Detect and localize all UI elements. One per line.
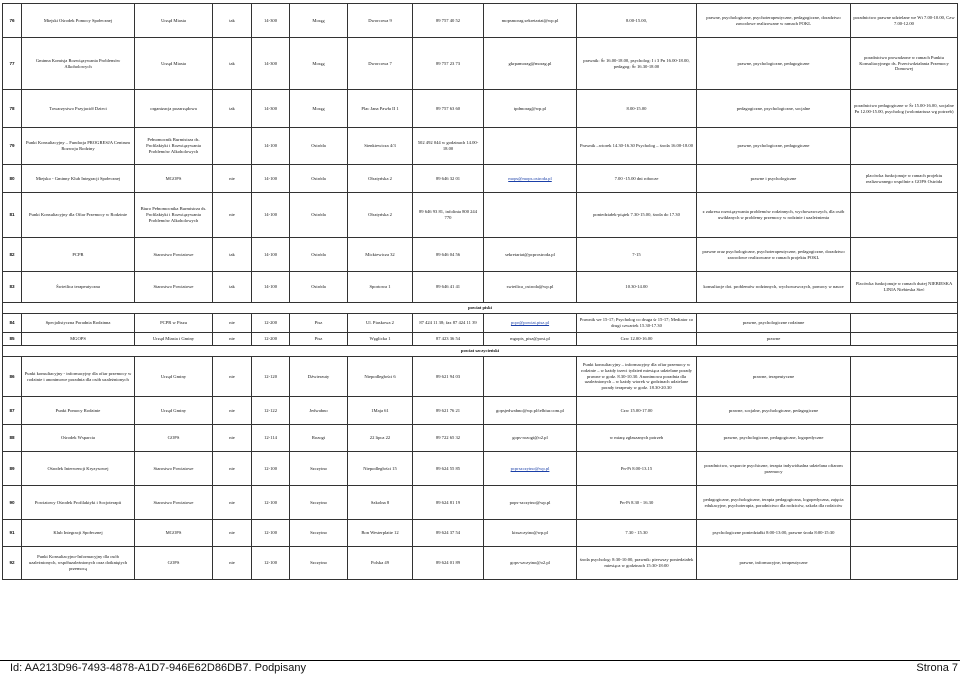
founding-organ-cell: Urząd Miasta [135, 4, 213, 38]
institution-name-cell: PCPR [22, 238, 135, 272]
founding-organ-cell: Biuro Pełnomocnika Burmistrza ds. Profilaktyki i Rozwiązywania Problemów Alkoholowych [135, 193, 213, 238]
row-number-cell: 80 [3, 165, 22, 193]
address-cell: Olsztyńska 2 [348, 165, 413, 193]
row-number-cell: 78 [3, 90, 22, 128]
phone-cell: 89 621 94 03 [413, 357, 484, 397]
row-number-cell: 83 [3, 272, 22, 303]
advice-scope-cell: poradnictwo, wsparcie psychiczne, terapia indywidualna udzielana ofiarom przemocy [697, 452, 851, 486]
city-cell: Pisz [290, 333, 348, 346]
advice-scope-cell: prawne oraz psychologiczne, psychoterapeutyczne, pedagogiczne, doradztwo zawodowe realizowane w ramach projektu POKL [697, 238, 851, 272]
table-row [3, 238, 958, 272]
row-number-cell: 77 [3, 38, 22, 90]
table-row [3, 486, 958, 520]
city-cell: Ostróda [290, 165, 348, 193]
address-cell: Polska 49 [348, 547, 413, 580]
postal-code-cell: 12-200 [252, 314, 290, 333]
email-cell: kisszczytno@wp.pl [484, 520, 577, 547]
email-link[interactable]: pcpr@powiat.pisz.pl [510, 320, 550, 326]
institution-name-cell: Towarzystwo Przyjaciół Dzieci [22, 90, 135, 128]
address-cell: Niepodległości 15 [348, 452, 413, 486]
opening-hours-cell: poniedziałek-piątek 7.30-15.00, środa do 17.30 [577, 193, 697, 238]
advice-scope-cell: pedagogiczne, psychologiczne, terapia pedagogiczna, logopedyczna, zajęcia edukacyjne, psychoterapia, poradnictwo dla rodziców, szkoła dla rodziców [697, 486, 851, 520]
opening-hours-cell: 8.00-15.00 [577, 90, 697, 128]
table-row [3, 90, 958, 128]
opening-hours-cell: 7-15 [577, 238, 697, 272]
opening-hours-cell: Prawnik –wtorek 14.30-16.30 Psycholog – środa 16.00-18.00 [577, 128, 697, 165]
phone-cell: 89 621 76 21 [413, 397, 484, 425]
table-row [3, 547, 958, 580]
notes-cell [851, 128, 958, 165]
advice-scope-cell: prawne [697, 333, 851, 346]
email-cell: gopsjedwabno@wp.pl/telbiur.com.pl [484, 397, 577, 425]
document-id: Id: AA213D96-7493-4878-A1D7-946E62D86DB7. Podpisany [10, 662, 306, 674]
postal-code-cell: 14-100 [252, 193, 290, 238]
address-cell: Sportowa 1 [348, 272, 413, 303]
table-body [3, 4, 958, 580]
phone-cell: 89 757 63 60 [413, 90, 484, 128]
founding-organ-cell: Urząd Miasta [135, 38, 213, 90]
postal-code-cell: 14-100 [252, 272, 290, 303]
city-cell: Morąg [290, 4, 348, 38]
postal-code-cell: 14-300 [252, 90, 290, 128]
postal-code-cell: 12-100 [252, 486, 290, 520]
notes-cell: poradnictwo prawne udzielane we Wt 7.00-10.00, Czw 7.00-12.00 [851, 4, 958, 38]
opening-hours-cell: w miarę zgłaszanych potrzeb [577, 425, 697, 452]
advice-scope-cell: prawne, psychologiczne, psychoterapeutyczne, pedagogiczne, doradztwo zawodowe realizowane w ramach POKL [697, 4, 851, 38]
founding-organ-cell: Starostwo Powiatowe [135, 486, 213, 520]
advice-scope-cell: pedagogiczne, psychologiczne, socjalne [697, 90, 851, 128]
postal-code-cell: 12-100 [252, 520, 290, 547]
email-cell [484, 357, 577, 397]
row-number-cell: 89 [3, 452, 22, 486]
postal-code-cell: 14-300 [252, 4, 290, 38]
free-service-cell: nie [213, 357, 252, 397]
city-cell: Ostróda [290, 272, 348, 303]
notes-cell [851, 238, 958, 272]
founding-organ-cell: Starostwo Powiatowe [135, 272, 213, 303]
notes-cell: placówka funkcjonuje w ramach projektu realizowanego wspólnie z GOPS Ostróda [851, 165, 958, 193]
opening-hours-cell: prawnik: Śr 16.00-18.00, psycholog: I i 3 Pn 16.00-18.00, pedagog: Śr 16.30-18.00 [577, 38, 697, 90]
institutions-table [2, 3, 958, 580]
phone-cell: 89 757 40 52 [413, 4, 484, 38]
page-footer [0, 660, 960, 676]
row-number-cell: 86 [3, 357, 22, 397]
institution-name-cell: Specjalistyczna Poradnia Rodzinna [22, 314, 135, 333]
address-cell: Ul. Piaskowa 2 [348, 314, 413, 333]
advice-scope-cell: konsultacje dot. problemów rodzinnych, wychowawczych, pomocy w nauce [697, 272, 851, 303]
postal-code-cell: 14-100 [252, 128, 290, 165]
email-cell: gops-rozogi@o2.pl [484, 425, 577, 452]
table-row [3, 4, 958, 38]
phone-cell: 89 624 37 54 [413, 520, 484, 547]
opening-hours-cell: Pn-Pt 8.30 - 16.30 [577, 486, 697, 520]
notes-cell [851, 486, 958, 520]
row-number-cell: 88 [3, 425, 22, 452]
founding-organ-cell: GOPS [135, 547, 213, 580]
phone-cell: 89 624 55 85 [413, 452, 484, 486]
notes-cell [851, 333, 958, 346]
row-number-cell: 84 [3, 314, 22, 333]
founding-organ-cell: GOPS [135, 425, 213, 452]
free-service-cell: tak [213, 238, 252, 272]
city-cell: Morąg [290, 90, 348, 128]
notes-cell: poradnictwo prowadzone w ramach Punktu Konsultacyjnego ds. Przeciwdziałania Przemocy Domowej [851, 38, 958, 90]
notes-cell [851, 425, 958, 452]
phone-cell: 89 646 41 41 [413, 272, 484, 303]
founding-organ-cell: Urząd Gminy [135, 397, 213, 425]
notes-cell: poradnictwo pedagogiczne w Śr 15.00-16.00, socjalne Pn 12.00-15.00, psycholog (wolontariusz wg potrzeb) [851, 90, 958, 128]
address-cell: Bon Westerplatte 12 [348, 520, 413, 547]
phone-cell: 89 722 65 32 [413, 425, 484, 452]
row-number-cell: 79 [3, 128, 22, 165]
city-cell: Ostróda [290, 238, 348, 272]
city-cell: Morąg [290, 38, 348, 90]
email-cell: gkrpamorag@morag.pl [484, 38, 577, 90]
free-service-cell: nie [213, 452, 252, 486]
notes-cell [851, 452, 958, 486]
city-cell: Jedwabno [290, 397, 348, 425]
opening-hours-cell: Punkt konsultacyjny – informacyjny dla ofiar przemocy w rodzinie – w każdy trzeci tydzień miesiąca udzielane porady prawne w godz. 8.30-10.30. Anonimowa poradnia dla uzależnionych – w każdy wtorek w godzinach udzielane porady terapeuty w godz. 18.30-20.30 [577, 357, 697, 397]
founding-organ-cell: PCPR w Piszu [135, 314, 213, 333]
email-cell: gops-szczytno@o2.pl [484, 547, 577, 580]
opening-hours-cell: Czw 15.00-17.00 [577, 397, 697, 425]
table-row [3, 425, 958, 452]
institution-name-cell: Ośrodek Interwencji Kryzysowej [22, 452, 135, 486]
phone-cell: 87 423 36 54 [413, 333, 484, 346]
address-cell: Dworcowa 9 [348, 4, 413, 38]
postal-code-cell: 12-122 [252, 397, 290, 425]
row-number-cell: 91 [3, 520, 22, 547]
institution-name-cell: Świetlica terapeutyczna [22, 272, 135, 303]
phone-cell: 89 646 04 56 [413, 238, 484, 272]
notes-cell [851, 547, 958, 580]
city-cell: Ostróda [290, 193, 348, 238]
city-cell: Szczytno [290, 520, 348, 547]
free-service-cell [213, 128, 252, 165]
advice-scope-cell: prawne, psychologiczne, pedagogiczne [697, 128, 851, 165]
founding-organ-cell: Urząd Gminy [135, 357, 213, 397]
address-cell: Mickiewicza 32 [348, 238, 413, 272]
institution-name-cell: Punkt Pomocy Rodzinie [22, 397, 135, 425]
address-cell: Sienkiewicza 4/3 [348, 128, 413, 165]
email-cell: mopsmorag.sekretariat@wp.pl [484, 4, 577, 38]
city-cell: Szczytno [290, 547, 348, 580]
postal-code-cell: 14-100 [252, 238, 290, 272]
founding-organ-cell: Pełnomocnik Burmistrza ds. Profilaktyki i Rozwiązywania Problemów Alkoholowych [135, 128, 213, 165]
opening-hours-cell: Pn-Pt 8.00-13.15 [577, 452, 697, 486]
free-service-cell: nie [213, 165, 252, 193]
row-number-cell: 82 [3, 238, 22, 272]
table-row [3, 193, 958, 238]
email-cell: tpdmorag@wp.pl [484, 90, 577, 128]
advice-scope-cell: prawne, informacyjne, terapeutyczne [697, 547, 851, 580]
row-number-cell: 90 [3, 486, 22, 520]
free-service-cell: tak [213, 4, 252, 38]
advice-scope-cell: prawne, psychologiczne, pedagogiczne, logopedyczne [697, 425, 851, 452]
table-row [3, 333, 958, 346]
free-service-cell: nie [213, 397, 252, 425]
free-service-cell: tak [213, 38, 252, 90]
opening-hours-cell: Prawnik we 15-17; Psycholog co druga śr 15-17; Mediator co drugi czwartek 15.30-17.30 [577, 314, 697, 333]
founding-organ-cell: Starostwo Powiatowe [135, 452, 213, 486]
opening-hours-cell: środa psycholog: 8:30-10:00, prawnik: pierwszy poniedziałek miesiąca w godzinach 15:30-18:00 [577, 547, 697, 580]
opening-hours-cell: 7.00 -15.00 dni robocze [577, 165, 697, 193]
phone-cell: 89 624 81 19 [413, 486, 484, 520]
advice-scope-cell: prawne, psychologiczne, pedagogiczne [697, 38, 851, 90]
email-cell: pops-szczytno@wp.pl [484, 486, 577, 520]
notes-cell: Placówka funkcjonuje w ramach dużej NIEBIESKA LINIA Niebieska Sieć [851, 272, 958, 303]
opening-hours-cell: 8.00-15.00, [577, 4, 697, 38]
phone-cell: 89 757 23 73 [413, 38, 484, 90]
email-cell [484, 165, 577, 193]
row-number-cell: 76 [3, 4, 22, 38]
email-link[interactable]: pcprszczytno@wp.pl [510, 465, 550, 471]
postal-code-cell: 12-100 [252, 452, 290, 486]
address-cell: Dworcowa 7 [348, 38, 413, 90]
address-cell: Węglicka 1 [348, 333, 413, 346]
advice-scope-cell: prawne, terapeutyczne [697, 357, 851, 397]
institution-name-cell: MGOPS [22, 333, 135, 346]
notes-cell [851, 397, 958, 425]
postal-code-cell: 14-300 [252, 38, 290, 90]
email-cell [484, 128, 577, 165]
page-number: Strona 7 [916, 662, 958, 674]
advice-scope-cell: psychologiczne poniedziałki 8:00-13:00, prawne środa 8:00-15:30 [697, 520, 851, 547]
city-cell: Pisz [290, 314, 348, 333]
phone-cell: 89 646 32 01 [413, 165, 484, 193]
free-service-cell: tak [213, 272, 252, 303]
institution-name-cell: Gminna Komisja Rozwiązywania Problemów Alkoholowych [22, 38, 135, 90]
city-cell: Ostróda [290, 128, 348, 165]
row-number-cell: 85 [3, 333, 22, 346]
city-cell: Rozogi [290, 425, 348, 452]
email-cell [484, 452, 577, 486]
institution-name-cell: Punkt Konsultacyjny – Fundacja PROGRESJA Centrum Rozwoju Rodziny [22, 128, 135, 165]
address-cell: Szkolna 8 [348, 486, 413, 520]
address-cell: Olsztyńska 2 [348, 193, 413, 238]
table-row [3, 452, 958, 486]
founding-organ-cell: organizacja pozarządowa [135, 90, 213, 128]
city-cell: Szczytno [290, 486, 348, 520]
table-row [3, 272, 958, 303]
notes-cell [851, 357, 958, 397]
phone-cell: 87 424 11 38; fax 87 424 11 39 [413, 314, 484, 333]
institution-name-cell: Punkt konsultacyjny - informacyjny dla ofiar przemocy w rodzinie i anonimowe poradnia dla osób uzależnionych [22, 357, 135, 397]
free-service-cell: nie [213, 425, 252, 452]
phone-cell: 502 492 044 w godzinach 14.00-18.00 [413, 128, 484, 165]
free-service-cell: nie [213, 314, 252, 333]
advice-scope-cell: prawne, psychologiczne rodzinne [697, 314, 851, 333]
free-service-cell: nie [213, 333, 252, 346]
advice-scope-cell: prawne, socjalne, psychologiczne, pedagogiczne [697, 397, 851, 425]
address-cell: 1Maja 61 [348, 397, 413, 425]
institution-name-cell: Powiatowy Ośrodek Profilaktyki i Socjoterapii [22, 486, 135, 520]
postal-code-cell: 14-100 [252, 165, 290, 193]
institution-name-cell: Miejski Ośrodek Pomocy Społecznej [22, 4, 135, 38]
table-row [3, 165, 958, 193]
founding-organ-cell: MGOPS [135, 165, 213, 193]
phone-cell: 89 646 93 81, infolinia 800 244 770 [413, 193, 484, 238]
free-service-cell: nie [213, 520, 252, 547]
address-cell: Niepodległości 6 [348, 357, 413, 397]
email-cell [484, 314, 577, 333]
notes-cell [851, 193, 958, 238]
institution-name-cell: Ośrodek Wsparcia [22, 425, 135, 452]
row-number-cell: 92 [3, 547, 22, 580]
email-cell: swietlica_ostroda@wp.pl [484, 272, 577, 303]
email-link[interactable]: mops@mops.ostroda.pl [508, 175, 552, 181]
postal-code-cell: 12-200 [252, 333, 290, 346]
institution-name-cell: Klub Integracji Społecznej [22, 520, 135, 547]
row-number-cell: 81 [3, 193, 22, 238]
table-row [3, 314, 958, 333]
row-number-cell: 87 [3, 397, 22, 425]
free-service-cell: nie [213, 486, 252, 520]
email-cell: sekretariat@pcprostroda.pl [484, 238, 577, 272]
city-cell: Szczytno [290, 452, 348, 486]
opening-hours-cell: 7.30 - 15.30 [577, 520, 697, 547]
table-row [3, 397, 958, 425]
institution-name-cell: Miejsko - Gminny Klub Integracji Społecznej [22, 165, 135, 193]
institution-name-cell: Punkt Konsultacyjny dla Ofiar Przemocy w Rodzinie [22, 193, 135, 238]
founding-organ-cell: Urząd Miasta i Gminy [135, 333, 213, 346]
founding-organ-cell: MGOPS [135, 520, 213, 547]
advice-scope-cell: prawne i psychologiczne [697, 165, 851, 193]
email-cell [484, 193, 577, 238]
table-row [3, 357, 958, 397]
table-row [3, 128, 958, 165]
free-service-cell: nie [213, 193, 252, 238]
address-cell: 22 lipca 22 [348, 425, 413, 452]
address-cell: Plac Jana Pawła II 1 [348, 90, 413, 128]
free-service-cell: nie [213, 547, 252, 580]
email-cell: mgopis_pisz@post.pl [484, 333, 577, 346]
notes-cell [851, 314, 958, 333]
table-row [3, 520, 958, 547]
phone-cell: 89 624 01 89 [413, 547, 484, 580]
notes-cell [851, 520, 958, 547]
postal-code-cell: 12-114 [252, 425, 290, 452]
group-header-row [3, 346, 958, 357]
group-header: powiat piski [3, 303, 958, 314]
group-header-row [3, 303, 958, 314]
table-row [3, 38, 958, 90]
free-service-cell: tak [213, 90, 252, 128]
advice-scope-cell: z zakresu rozwiązywania problemów rodzinnych, wychowawczych, dla osób uwikłanych w problemy przemocy w rodzinie i uzależnienia [697, 193, 851, 238]
opening-hours-cell: 10.30-14.00 [577, 272, 697, 303]
postal-code-cell: 12-100 [252, 547, 290, 580]
postal-code-cell: 12-120 [252, 357, 290, 397]
opening-hours-cell: Czw 12.00-16.00 [577, 333, 697, 346]
founding-organ-cell: Starostwo Powiatowe [135, 238, 213, 272]
city-cell: Dźwierzuty [290, 357, 348, 397]
institution-name-cell: Punkt Konsultacyjno-Informacyjny dla osób uzależnionych, współuzależnionych oraz dotkniętych przemocą [22, 547, 135, 580]
group-header: powiat szczycieński [3, 346, 958, 357]
